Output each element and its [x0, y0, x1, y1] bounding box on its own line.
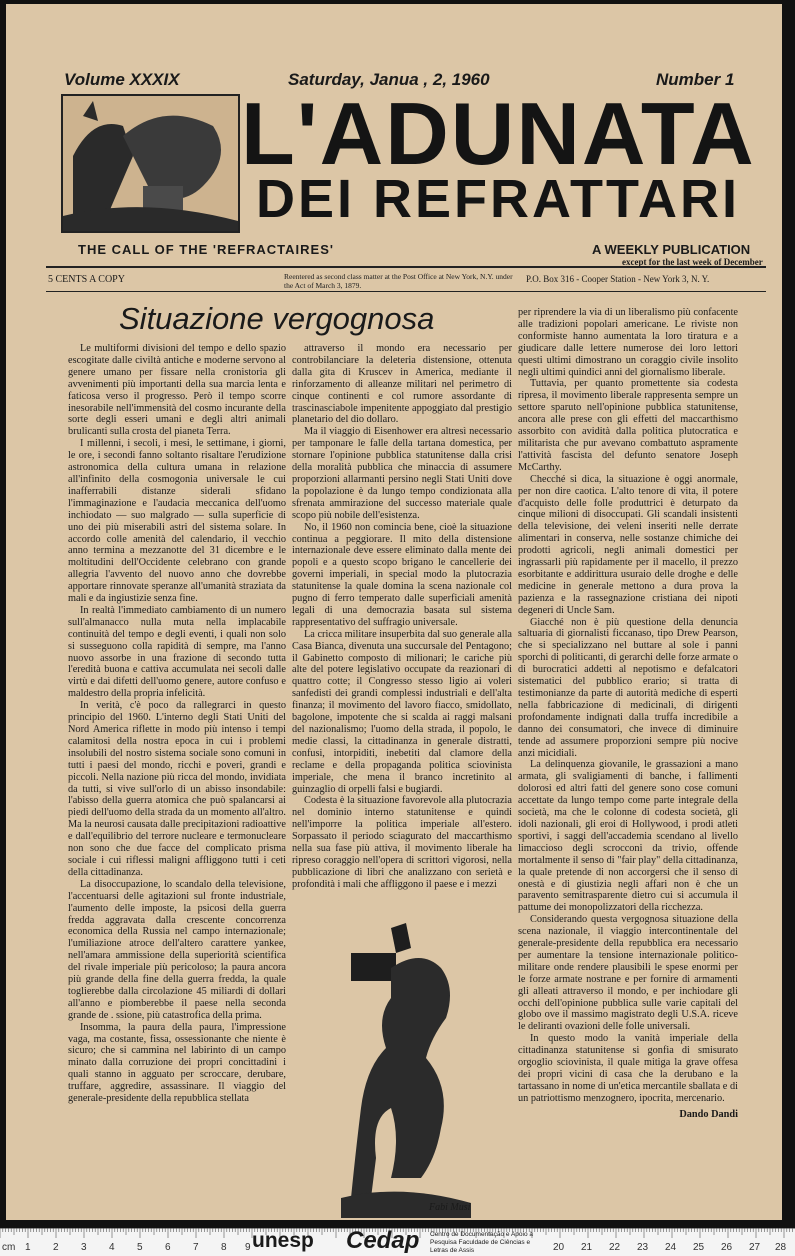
newspaper-page — [6, 4, 782, 1220]
masthead-title: L'ADUNATA — [241, 84, 756, 183]
price-label: 5 CENTS A COPY — [48, 274, 125, 285]
ruler-label: 21 — [581, 1242, 593, 1253]
ruler-label: 24 — [665, 1242, 677, 1253]
ruler-label: 5 — [137, 1242, 143, 1253]
paragraph: attraverso il mondo era necessario per controbilanciare la deleteria distensione, ottenuta dalla gita di Kruscev in America, mediante il rinforzamento di alleanze militari nel perimetro di cinque continenti e col rumore assordante di trascinasciabole impenitente appoggiato dal prestigio planetario del dio dollaro. — [292, 343, 512, 426]
masthead — [61, 84, 771, 234]
registration-note: Reentered as second class matter at the Post Office at New York, N.Y. under the Act of March 3, 1879. — [284, 272, 513, 290]
paragraph: Le multiformi divisioni del tempo e dello spazio escogitate dalle civiltà antiche e moderne servono al genere umano per fissare nella cronistoria gli avvenimenti più importanti della sua marcia lenta e faticosa verso il progresso. Però il tempo scorre inesorabile nell'immensità del cosmo incurante della sorte degli esseri umani e degli altri animali brulicanti sulla crosta del pianeta Terra. — [68, 343, 286, 438]
woodcut-figure-hammer — [331, 918, 481, 1218]
article-column-3 — [518, 307, 738, 1121]
paragraph: Codesta è la situazione favorevole alla plutocrazia nel dominio interno statunitense e quindi nell'imporre la politica imperiale all'estero. Sorpassato il periodo sciagurato del maccarthismo nella sua fase più attiva, il movimento liberale ha ripreso coraggio nell'opera di scrittori vigorosi, nella pubblicazione di libri che analizzano con serietà e profondità i mali che affliggono il paese e i mezzi — [292, 795, 512, 890]
paragraph: In realtà l'immediato cambiamento di un numero sull'almanacco nulla muta nella implacabile continuità del tempo e degli eventi, i quali non solo si susseguono colla rapidità di sempre, ma l'anno nuovo assorbe in una frazione di secondo tutta l'eredità buona e cattiva accumulata nei secoli dalle virtù e dai difetti dell'uomo genere, autore confuso e maldestro della propria infelicità. — [68, 604, 286, 700]
ruler-label: 3 — [81, 1242, 87, 1253]
ruler-label: 7 — [193, 1242, 199, 1253]
tagline-right: A WEEKLY PUBLICATION — [592, 242, 751, 257]
cedap-description: Centro de Documentação e Apoio à Pesquisa Faculdade de Ciências e Letras de Assis — [430, 1231, 533, 1254]
paragraph: In verità, c'è poco da rallegrarci in questo principio del 1960. L'interno degli Stati Uniti del Nord America riflette in modo più intenso i tempi calamitosi della nostra epoca in cui i problemi insolubili del nostro sistema sociale sono comuni in tutti i paesi del mondo, ricchi e poveri, grandi e piccoli. Nella nazione più ricca del mondo, invidiata da tutti, si vive sull'orlo di un abisso insondabile: l'abisso della guerra atomica che può spalancarsi ai piedi dell'uomo della strada da un momento all'altro. Ma la neurosi causata dalle precipitazioni radioattive e dall'equilibrio del terrore nucleare e termonucleare non sono che due facce del complicato prisma sociale i cui riflessi maligni affliggono tutti i ceti della cittadinanza. — [68, 700, 286, 878]
masthead-subtitle: DEI REFRATTARI — [256, 169, 740, 229]
hammer-man-illustration — [331, 918, 481, 1218]
ruler-label: 2 — [53, 1242, 59, 1253]
issue-number: Number 1 — [656, 70, 735, 89]
paragraph: Tuttavia, per quanto promettente sia codesta ripresa, il movimento liberale rappresenta sempre un settore sparuto nell'opinione pubblica statunitense, ancora alle prese con gli effetti del maccarthismo assorbito con avidità dalla politica plutocratica e militarista che pur avevano combattuto aspramente l'attività fascista del defunto senatore Joseph McCarthy. — [518, 378, 738, 473]
ruler-label: 1 — [25, 1242, 31, 1253]
tagline-left: THE CALL OF THE 'REFRACTAIRES' — [78, 242, 334, 257]
volume-label: Volume XXXIX — [64, 70, 180, 89]
ruler-label: 28 — [775, 1242, 787, 1253]
cedap-logo: Cedap — [346, 1227, 420, 1254]
paragraph: La cricca militare insuperbita dal suo generale alla Casa Bianca, divenuta una succursale del Pentagono; il Gabinetto composto di milionari; le cariche più alte del potere legislativo occupate da reazionari di quattro cotte; il Congresso stesso ligio ai voleri sanfedisti dei grandi complessi industriali e dell'alta finanza; il movimento del lavoro fiacco, smidollato, bagolone, impotente che si scalda ai raggi malsani del nazionalismo; l'uomo della strada, il popolo, le medie classi, la cittadinanza in generale distratti, confusi, intorpiditi, inebetiti dal clamore della reclame e della propaganda politica sciovinista imperiale, che mena il branco incretinito al guinzaglio di orpelli falsi e bugiardi. — [292, 628, 512, 795]
ruler-label: 22 — [609, 1242, 621, 1253]
ruler-label: 9 — [245, 1242, 251, 1253]
ruler-label: 26 — [721, 1242, 733, 1253]
header-rule-top — [46, 266, 766, 268]
paragraph: Giacché non è più questione della denuncia saltuaria di giornalisti ficcanaso, tipo Drew Pearson, che si specializzano nel buttare al sole i panni sporchi di politicanti, di gerarchi delle forze armate o di burocratici addetti al nepotismo e defalcatori sistematici del pubblico erario; si tratta di testimonianze da parte di autorità mediche di esperti nella fabbricazione di medicinali, di dirigenti profondamente indignati dalla truffa incredibile a danno dei consumatori, che invece di diminuire tende ad assumere proporzioni sempre più nocive anzi micidiali. — [518, 616, 738, 759]
paragraph: Ma il viaggio di Eisenhower era altresì necessario per tamponare le falle della tartana domestica, per stornare l'opinione pubblica statunitense dalla crisi della moralità pubblica che minaccia di assumere proporzioni allarmanti persino negli Stati Uniti dove la popolazione è da lungo tempo condizionata alla sfrenata ammirazione del successo materiale quale scopo più nobile dell'esistenza. — [292, 426, 512, 521]
article-title: Situazione vergognosa — [119, 301, 435, 336]
ruler-label: 4 — [109, 1242, 115, 1253]
paragraph: per riprendere la via di un liberalismo più confacente alle tradizioni popolari americane. Le riviste non conformiste hanno aumentata la loro tiratura e a giudicare dalle lettere numerose dei loro lettori questi ultimi dimostrano un coraggio civile insolito negli ultimi quindici anni del giornalismo liberale. — [518, 307, 738, 378]
article-column-1 — [68, 343, 286, 1105]
paragraph: Checché si dica, la situazione è oggi anormale, per non dire caotica. L'alto tenore di vita, il potere d'acquisto delle folle produttrici è deturpato da cinque milioni di disoccupati. Gli scandali insistenti della televisione, dei veleni inseriti nelle derrate alimentari in conserva, nelle sostanze chimiche dei prodotti agricoli, negli animali domestici per ingrassarli più rapidamente per il macello, il prezzo esorbitante e addirittura usuraio delle droghe e delle medicine in generale mettono a dura prova la pazienza e la rassegnazione cristiana dei nipoti degeneri di Uncle Sam. — [518, 473, 738, 616]
paragraph: Considerando questa vergognosa situazione della scena nazionale, il viaggio intercontinentale del generale-presidente della repubblica era necessario per aumentare la tensione internazionale politico-militare onde rendere plausibili le spese enormi per le forze armate nostrane e per fornire di armamenti gli alleati attraverso il mondo, e per inchiodare gli occhi dell'opinione pubblica sulle varie capitali del globo ove il massimo magistrato degli U.S.A. riceve le deliranti ovazioni delle folle universali. — [518, 914, 738, 1033]
paragraph: I millenni, i secoli, i mesi, le settimane, i giorni, le ore, i secondi fanno soltanto risaltare l'erudizione astronomica della cultura umana in relazione all'infinito della cosmogonia universale le cui inafferrabili distanze siderali sfidano l'immaginazione e l'audacia meccanica dell'uomo inchiodato — suo malgrado — sulla superficie di uno dei più miserabili astri del sistema solare. In accordo colle amenità del calendario, il vecchio anno termina a mezzanotte del 31 dicembre e le moltitudini dell'Occidente celebrano con grande allegria l'avvento del nuovo anno che dovrebbe apportare rinnovate speranze all'umanità straziata da mali e da ingiustizie senza fine. — [68, 438, 286, 605]
ruler-label: 6 — [165, 1242, 171, 1253]
article-column-2 — [292, 343, 512, 891]
ruler-label: 8 — [221, 1242, 227, 1253]
masthead-woodcut — [61, 94, 240, 233]
paragraph: La delinquenza giovanile, le grassazioni a mano armata, gli svaligiamenti di banche, i fallimenti dolorosi ed altri fatti del genere sono cose comuni accettate da lungo tempo come parte integrale della società, ma che le colonne di codesta società, gli idoli nazionali, gli eroi di Hollywood, i prodi atleti sportivi, i saggi dell'accademia scendano al livello limaccioso degli scrocconi da trivio, offende mortalmente il senso di "fair play" della cittadinanza, la quale pretende di non accorgersi che il senso di onestà e di giustizia negli affari non è che un paravento semitrasparente dietro cui si accumula il pattume dei monopolizzatori della ricchezza. — [518, 759, 738, 914]
unesp-logo: unesp — [252, 1229, 314, 1252]
ruler-label: 20 — [553, 1242, 565, 1253]
author-signature: Dando Dandi — [679, 1108, 738, 1120]
issue-date: Saturday, Janua , 2, 1960 — [288, 70, 490, 89]
ruler-label: 25 — [693, 1242, 705, 1253]
paragraph: La disoccupazione, lo scandalo della televisione, l'accentuarsi delle agitazioni sul fronte industriale, l'aumento delle imposte, la psicosi della guerra fredda aggravata dalla crescente concorrenza economica della Russia nel campo internazionale; l'umiliazione atroce dell'altero carattere yankee, nell'amara ammissione della superiorità scientifica del rivale imperiale più pericoloso; la paura ancora più grande della fine della guerra fredda, la quale toglierebbe dalla circolazione 45 miliardi di dollari all'anno e piomberebbe il paese nella seconda grande de . ssione, più catastrofica della prima. — [68, 878, 286, 1021]
ruler-label: 23 — [637, 1242, 649, 1253]
paragraph: No, il 1960 non comincia bene, cioè la situazione continua a peggiorare. Il mito della distensione internazionale deve essere eliminato dalla mente dei popoli e a questo scopo brigano le cancellerie dei governi imperiali, in special modo la plutocrazia statunitense la quale domina la scena nazionale col pugno di ferro temperato dalle superficiali amenità legali di una democrazia basata sul sistema rappresentativo del suffragio universale. — [292, 521, 512, 628]
ruler-unit: cm — [2, 1242, 16, 1253]
artist-signature: Fabi Musi — [429, 1202, 471, 1213]
ruler-label: 27 — [749, 1242, 761, 1253]
header-rule-bottom — [46, 291, 766, 292]
tagline-right-sub: except for the last week of December — [622, 257, 763, 267]
paragraph: Insomma, la paura della paura, l'impressione vaga, ma costante, fissa, ossessionante che niente è sicuro; che si cammina nel labirinto di un campo minato dalla corruzione dei propri concittadini i quali stanno in agguato per scroccare, derubare, truffare, aggredire, assassinare. Il viaggio del generale-presidente della repubblica stellata — [68, 1021, 286, 1105]
woodcut-illustration — [63, 96, 238, 231]
paragraph: In questo modo la vanità imperiale della cittadinanza statunitense si gonfia di smisurato orgoglio sciovinista, il quale mitiga la grave offesa dei propri vicini di casa che la derubano e la tartassano in nome di un'etica mercantile sballata e di un patriottismo menzognero, ipocrita, mercenario. — [518, 1033, 738, 1104]
postal-address: P.O. Box 316 - Cooper Station - New York 3, N. Y. — [526, 274, 710, 284]
